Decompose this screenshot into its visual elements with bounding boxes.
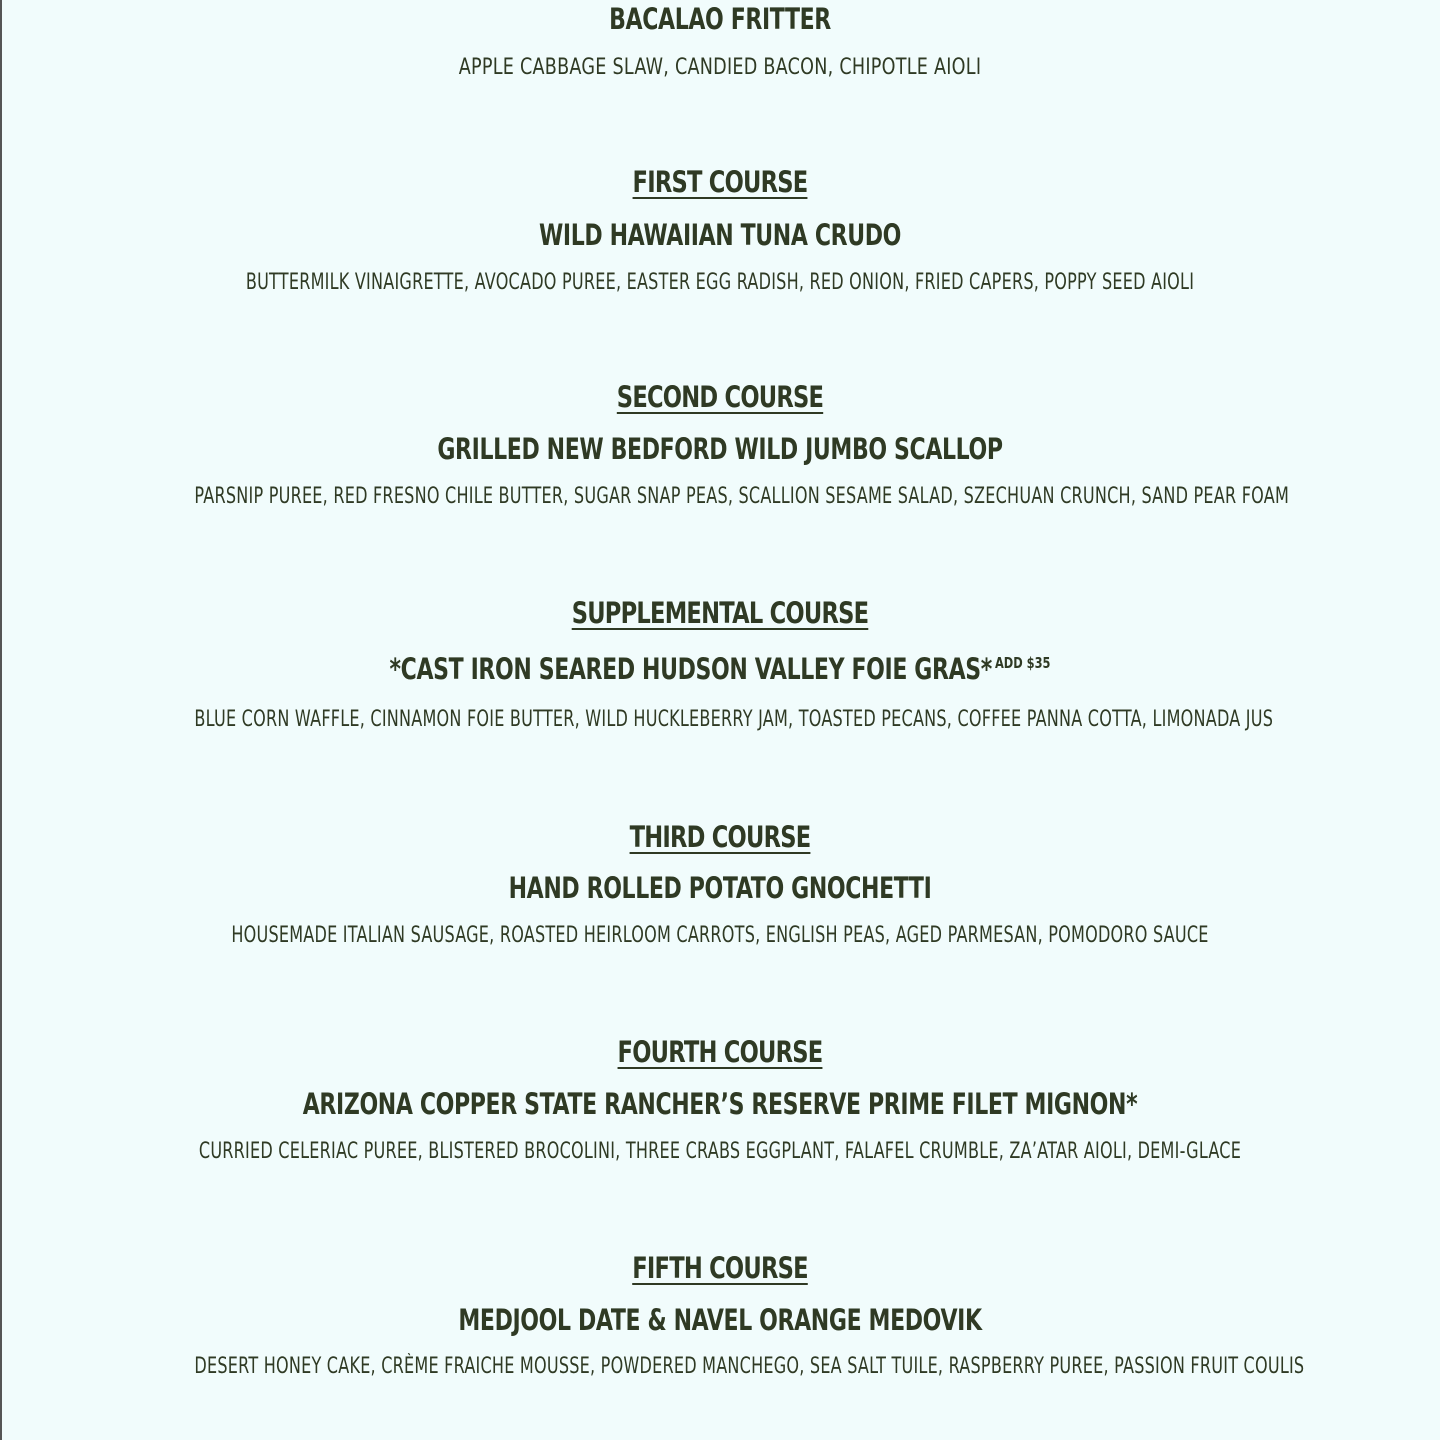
amuse-dish-name: BACALAO FRITTER bbox=[609, 2, 831, 36]
supplemental-course-heading: SUPPLEMENTAL COURSE bbox=[571, 596, 869, 630]
second-course-description: PARSNIP PUREE, RED FRESNO CHILE BUTTER, SUGAR SNAP PEAS, SCALLION SESAME SALAD, SZECHUAN CRUNCH, SAND PEAR FOAM bbox=[194, 484, 1290, 509]
fifth-course-dish-name: MEDJOOL DATE & NAVEL ORANGE MEDOVIK bbox=[458, 1303, 982, 1337]
first-course-description: BUTTERMILK VINAIGRETTE, AVOCADO PUREE, EASTER EGG RADISH, RED ONION, FRIED CAPERS, POPPY SEED AIOLI bbox=[245, 270, 1195, 295]
third-course-heading: THIRD COURSE bbox=[629, 820, 811, 854]
second-course-heading: SECOND COURSE bbox=[616, 380, 824, 414]
supplemental-dish-line bbox=[173, 652, 1267, 686]
second-course-dish-name: GRILLED NEW BEDFORD WILD JUMBO SCALLOP bbox=[437, 432, 1003, 466]
third-course-description: HOUSEMADE ITALIAN SAUSAGE, ROASTED HEIRLOOM CARROTS, ENGLISH PEAS, AGED PARMESAN, POMODORO SAUCE bbox=[231, 923, 1209, 948]
fourth-course-dish-name: ARIZONA COPPER STATE RANCHER’S RESERVE PRIME FILET MIGNON* bbox=[302, 1087, 1138, 1121]
supplemental-course-description: BLUE CORN WAFFLE, CINNAMON FOIE BUTTER, WILD HUCKLEBERRY JAM, TOASTED PECANS, COFFEE PANNA COTTA, LIMONADA JUS bbox=[194, 707, 1274, 732]
supplemental-dish-name: *CAST IRON SEARED HUDSON VALLEY FOIE GRAS* bbox=[389, 652, 992, 686]
fifth-course-heading: FIFTH COURSE bbox=[632, 1251, 808, 1285]
first-course-heading: FIRST COURSE bbox=[632, 165, 808, 199]
supplemental-addon-price: ADD $35 bbox=[994, 654, 1051, 673]
third-course-dish-name: HAND ROLLED POTATO GNOCHETTI bbox=[508, 871, 932, 905]
first-course-dish-name: WILD HAWAIIAN TUNA CRUDO bbox=[538, 218, 902, 252]
fifth-course-description: DESERT HONEY CAKE, CRÈME FRAICHE MOUSSE, POWDERED MANCHEGO, SEA SALT TUILE, RASPBERRY PUREE, PASSION FRUIT COULIS bbox=[194, 1354, 1305, 1379]
fourth-course-description: CURRIED CELERIAC PUREE, BLISTERED BROCOLINI, THREE CRABS EGGPLANT, FALAFEL CRUMBLE, ZA’ATAR AIOLI, DEMI-GLACE bbox=[198, 1139, 1242, 1164]
fourth-course-heading: FOURTH COURSE bbox=[617, 1035, 823, 1069]
amuse-dish-description: APPLE CABBAGE SLAW, CANDIED BACON, CHIPOTLE AIOLI bbox=[458, 55, 982, 80]
